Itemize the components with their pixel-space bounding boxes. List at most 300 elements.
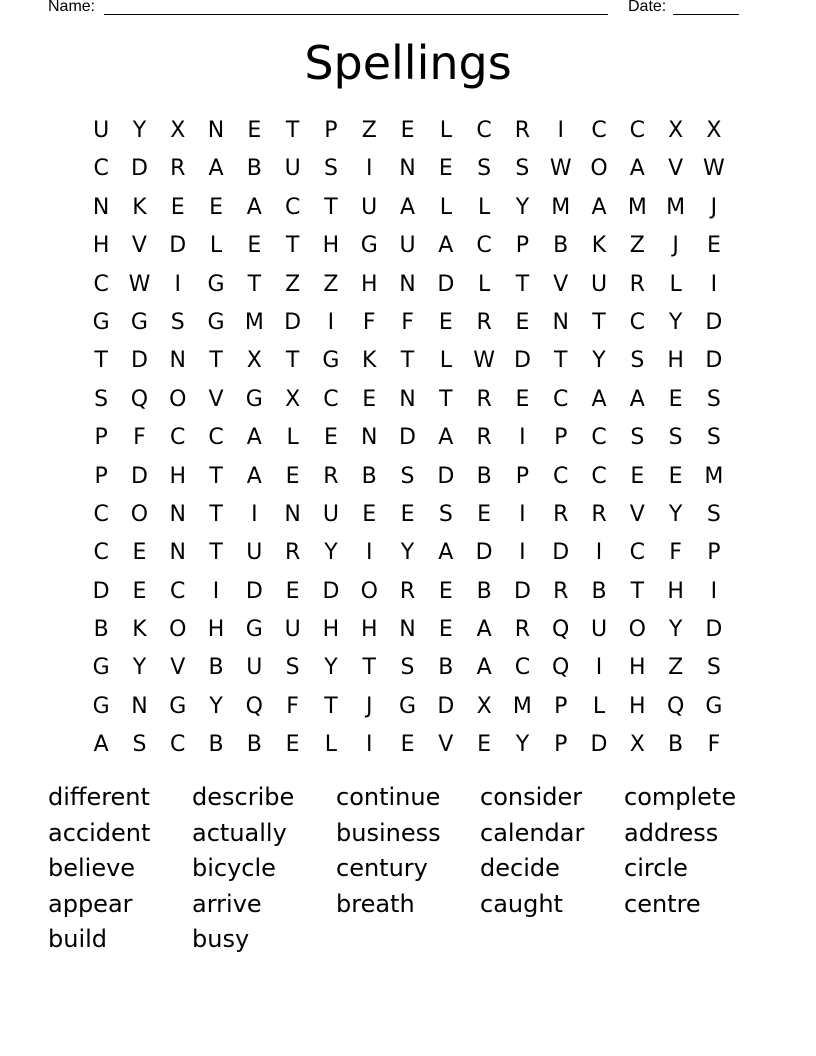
grid-letter: T <box>362 655 376 681</box>
grid-letter: G <box>130 309 148 335</box>
grid-letter: D <box>475 540 493 566</box>
grid-letter: X <box>476 693 492 719</box>
grid-letter: O <box>130 501 149 527</box>
grid-letter: D <box>245 578 263 604</box>
grid-letter: A <box>476 617 492 643</box>
grid-row <box>82 304 733 342</box>
grid-letter: Q <box>552 655 570 681</box>
grid-letter: T <box>285 118 300 143</box>
grid-letter: K <box>591 233 607 259</box>
grid-letter: N <box>131 693 148 719</box>
grid-letter: B <box>208 732 224 758</box>
word-list-item: breath <box>336 889 415 918</box>
grid-letter: C <box>170 732 186 758</box>
word-list-item: different <box>48 783 150 811</box>
grid-letter: H <box>322 617 340 643</box>
grid-letter: U <box>93 118 110 143</box>
word-list-item: bicycle <box>192 854 276 882</box>
grid-letter: P <box>94 425 108 451</box>
grid-letter: A <box>629 156 645 182</box>
grid-letter: G <box>92 655 110 681</box>
grid-letter: E <box>362 501 377 527</box>
grid-letter: C <box>170 425 186 451</box>
grid-letter: T <box>285 233 300 259</box>
grid-row <box>82 150 733 188</box>
grid-letter: Q <box>130 386 149 412</box>
grid-letter: E <box>132 540 147 566</box>
grid-letter: V <box>131 233 147 259</box>
grid-letter: C <box>93 271 109 297</box>
grid-letter: E <box>515 386 530 412</box>
grid-letter: E <box>400 118 415 143</box>
grid-letter: T <box>209 501 223 527</box>
grid-letter: T <box>94 348 108 374</box>
grid-letter: F <box>286 693 299 719</box>
grid-letter: C <box>629 540 645 566</box>
grid-letter: B <box>438 655 454 681</box>
grid-letter: S <box>706 386 721 412</box>
grid-letter: Y <box>592 348 606 374</box>
grid-letter: C <box>170 578 186 604</box>
grid-letter: D <box>590 732 608 758</box>
grid-letter: R <box>629 271 645 297</box>
grid-letter: N <box>207 118 225 143</box>
grid-letter: R <box>553 578 569 604</box>
grid-letter: X <box>170 118 186 143</box>
word-list-item: consider <box>480 783 583 811</box>
grid-letter: B <box>591 578 607 604</box>
grid-letter: G <box>322 348 340 374</box>
grid-letter: X <box>706 118 722 143</box>
grid-letter: C <box>591 425 607 451</box>
grid-letter: E <box>285 732 300 758</box>
grid-letter: Q <box>666 693 685 719</box>
grid-letter: G <box>169 693 187 719</box>
grid-letter: S <box>477 156 492 182</box>
grid-letter: B <box>476 463 492 489</box>
grid-row <box>82 496 733 534</box>
grid-letter: V <box>208 386 224 412</box>
grid-letter: A <box>476 655 492 681</box>
grid-letter: O <box>169 617 187 643</box>
grid-letter: E <box>438 309 453 335</box>
word-list-item: arrive <box>192 889 262 918</box>
grid-letter: E <box>247 118 262 143</box>
grid-letter: I <box>365 156 373 182</box>
grid-letter: G <box>92 693 110 719</box>
grid-letter: H <box>169 463 187 489</box>
grid-letter: S <box>94 386 109 412</box>
grid-letter: L <box>477 194 491 220</box>
grid-letter: E <box>438 156 453 182</box>
grid-letter: D <box>552 540 570 566</box>
page-title: Spellings <box>304 36 512 90</box>
grid-letter: R <box>476 386 492 412</box>
word-list-item: calendar <box>480 818 585 847</box>
grid-letter: L <box>324 732 338 758</box>
grid-letter: E <box>132 578 147 604</box>
grid-letter: S <box>668 425 683 451</box>
grid-letter: I <box>174 271 181 297</box>
grid-letter: S <box>706 425 721 451</box>
date-label: Date: <box>628 0 667 15</box>
grid-letter: R <box>476 309 492 335</box>
grid-letter: E <box>706 233 721 259</box>
word-list-item: describe <box>192 783 295 811</box>
grid-letter: T <box>209 540 223 566</box>
grid-letter: D <box>437 693 455 719</box>
grid-letter: S <box>132 732 147 758</box>
grid-letter: E <box>285 463 300 489</box>
grid-letter: W <box>703 156 725 182</box>
grid-letter: G <box>245 617 263 643</box>
grid-letter: X <box>629 732 645 758</box>
grid-row <box>82 573 733 611</box>
grid-letter: E <box>668 463 683 489</box>
grid-letter: G <box>207 309 225 335</box>
grid-letter: A <box>591 386 607 412</box>
grid-letter: G <box>360 233 378 259</box>
grid-letter: F <box>669 540 682 566</box>
grid-row <box>82 381 733 419</box>
grid-letter: E <box>323 425 338 451</box>
grid-letter: E <box>630 463 645 489</box>
word-list-item: believe <box>48 854 136 882</box>
grid-letter: B <box>553 233 569 259</box>
grid-letter: D <box>437 463 455 489</box>
grid-letter: N <box>399 271 416 297</box>
grid-letter: D <box>705 309 723 335</box>
grid-letter: M <box>704 463 724 489</box>
grid-letter: D <box>130 156 148 182</box>
grid-letter: E <box>515 309 530 335</box>
grid-letter: Y <box>132 118 147 143</box>
grid-letter: N <box>360 425 378 451</box>
word-list-item: centre <box>624 889 701 918</box>
grid-letter: A <box>438 233 454 259</box>
grid-letter: D <box>322 578 340 604</box>
grid-letter: P <box>515 233 530 259</box>
grid-letter: D <box>513 348 531 374</box>
grid-letter: P <box>515 463 530 489</box>
grid-letter: E <box>362 386 377 412</box>
grid-letter: Y <box>324 540 338 566</box>
word-list-item: busy <box>192 925 250 953</box>
grid-row <box>82 611 733 649</box>
grid-letter: R <box>284 540 301 566</box>
grid-letter: U <box>590 617 608 643</box>
grid-letter: O <box>628 617 646 643</box>
grid-letter: S <box>170 309 185 335</box>
grid-letter: C <box>514 655 531 681</box>
grid-letter: V <box>668 156 684 182</box>
grid-letter: T <box>247 271 262 297</box>
grid-letter: D <box>92 578 110 604</box>
word-list-item: appear <box>48 889 133 918</box>
grid-letter: P <box>94 463 108 489</box>
grid-letter: E <box>285 578 300 604</box>
grid-letter: T <box>285 348 300 374</box>
grid-letter: Z <box>285 271 301 297</box>
grid-letter: N <box>399 386 416 412</box>
grid-letter: H <box>207 617 225 643</box>
name-label: Name: <box>48 0 96 15</box>
grid-letter: I <box>212 578 220 604</box>
grid-letter: P <box>324 118 338 143</box>
grid-letter: H <box>92 233 110 259</box>
grid-letter: X <box>285 386 301 412</box>
word-list-item: actually <box>192 818 287 847</box>
grid-letter: L <box>209 233 223 259</box>
grid-letter: I <box>251 501 258 527</box>
grid-letter: I <box>365 540 373 566</box>
grid-letter: Y <box>132 655 147 681</box>
grid-letter: L <box>286 425 299 451</box>
grid-letter: N <box>169 348 186 374</box>
grid-letter: Z <box>629 233 645 259</box>
grid-letter: W <box>549 156 572 182</box>
grid-letter: I <box>595 655 603 681</box>
grid-letter: O <box>169 386 187 412</box>
grid-letter: I <box>519 425 526 451</box>
grid-letter: I <box>365 732 373 758</box>
grid-letter: D <box>169 233 187 259</box>
grid-letter: S <box>515 156 530 182</box>
grid-letter: M <box>551 194 571 220</box>
grid-letter: T <box>592 309 606 335</box>
grid-letter: I <box>710 578 718 604</box>
grid-letter: W <box>473 348 495 374</box>
grid-letter: H <box>629 693 646 719</box>
grid-letter: D <box>437 271 455 297</box>
grid-letter: E <box>400 501 415 527</box>
grid-letter: U <box>246 655 263 681</box>
grid-letter: T <box>630 578 645 604</box>
grid-letter: I <box>327 309 335 335</box>
grid-letter: Z <box>323 271 339 297</box>
grid-letter: A <box>208 156 224 182</box>
grid-letter: L <box>669 271 682 297</box>
grid-letter: N <box>552 309 569 335</box>
grid-letter: R <box>170 156 186 182</box>
word-list-item: address <box>624 818 719 847</box>
date-blank-line <box>673 14 739 15</box>
grid-letter: A <box>246 194 262 220</box>
grid-letter: A <box>591 194 607 220</box>
grid-letter: B <box>246 732 262 758</box>
grid-letter: A <box>438 425 454 451</box>
grid-letter: C <box>93 156 109 182</box>
grid-letter: V <box>170 655 186 681</box>
grid-letter: U <box>361 194 378 220</box>
grid-letter: C <box>208 425 224 451</box>
grid-letter: V <box>438 732 454 758</box>
word-list-item: complete <box>624 783 737 811</box>
grid-row <box>82 112 733 150</box>
grid-letter: C <box>284 194 301 220</box>
grid-letter: G <box>92 309 110 335</box>
grid-letter: H <box>667 348 684 374</box>
grid-letter: R <box>476 425 492 451</box>
grid-letter: U <box>284 156 301 182</box>
grid-letter: Y <box>668 501 683 527</box>
grid-letter: S <box>400 463 415 489</box>
grid-letter: I <box>595 540 603 566</box>
grid-letter: M <box>512 693 532 719</box>
word-list-item: caught <box>480 889 563 918</box>
grid-letter: A <box>438 540 454 566</box>
grid-letter: E <box>400 732 415 758</box>
grid-letter: N <box>284 501 301 527</box>
word-list-item: circle <box>624 854 688 882</box>
grid-letter: C <box>553 386 569 412</box>
grid-letter: V <box>629 501 645 527</box>
grid-letter: K <box>362 348 377 374</box>
grid-letter: S <box>285 655 300 681</box>
grid-letter: U <box>246 540 263 566</box>
grid-letter: G <box>398 693 417 719</box>
grid-letter: I <box>557 118 564 143</box>
grid-letter: Y <box>400 540 415 566</box>
grid-letter: R <box>323 463 339 489</box>
grid-letter: Z <box>361 118 377 143</box>
grid-letter: I <box>710 271 718 297</box>
grid-letter: L <box>477 271 491 297</box>
grid-letter: C <box>93 501 109 527</box>
grid-letter: K <box>132 617 147 643</box>
grid-letter: M <box>627 194 647 220</box>
grid-letter: R <box>399 578 416 604</box>
grid-letter: N <box>92 194 110 220</box>
grid-row <box>82 688 733 726</box>
grid-row <box>82 342 733 380</box>
grid-letter: M <box>244 309 264 335</box>
grid-letter: L <box>439 118 452 143</box>
grid-letter: K <box>132 194 147 220</box>
grid-row <box>82 227 733 265</box>
grid-letter: Z <box>668 655 684 681</box>
grid-row <box>82 419 733 457</box>
grid-letter: L <box>439 194 452 220</box>
grid-letter: Y <box>668 309 683 335</box>
grid-letter: I <box>519 540 526 566</box>
grid-letter: F <box>401 309 414 335</box>
grid-letter: C <box>553 463 569 489</box>
grid-letter: E <box>247 233 262 259</box>
grid-letter: F <box>707 732 721 758</box>
word-list-item: decide <box>480 854 560 882</box>
grid-letter: W <box>128 271 151 297</box>
word-list-item: build <box>48 925 108 953</box>
grid-letter: H <box>360 271 378 297</box>
grid-letter: U <box>590 271 608 297</box>
grid-letter: A <box>399 194 416 220</box>
grid-letter: X <box>668 118 684 143</box>
grid-row <box>82 458 733 496</box>
grid-letter: D <box>130 463 148 489</box>
letter-grid <box>82 112 733 765</box>
name-blank-line <box>104 14 608 15</box>
grid-letter: Y <box>209 693 223 719</box>
grid-row <box>82 189 733 227</box>
grid-letter: T <box>324 693 338 719</box>
grid-letter: B <box>668 732 684 758</box>
grid-row <box>82 649 733 687</box>
grid-letter: G <box>705 693 723 719</box>
grid-letter: D <box>130 348 148 374</box>
grid-letter: O <box>360 578 378 604</box>
grid-letter: E <box>477 732 492 758</box>
grid-letter: R <box>591 501 607 527</box>
grid-letter: T <box>515 271 530 297</box>
grid-letter: V <box>553 271 569 297</box>
grid-letter: E <box>438 617 453 643</box>
grid-letter: U <box>399 233 416 259</box>
grid-letter: J <box>710 194 718 220</box>
grid-letter: T <box>324 194 338 220</box>
grid-row <box>82 534 733 572</box>
word-list-item: continue <box>336 783 441 811</box>
grid-letter: O <box>590 156 608 182</box>
word-list-item: century <box>336 854 428 882</box>
grid-letter: L <box>592 693 606 719</box>
grid-letter: H <box>667 578 684 604</box>
grid-letter: D <box>399 425 416 451</box>
grid-letter: A <box>93 732 109 758</box>
grid-letter: S <box>630 348 645 374</box>
grid-letter: C <box>629 309 645 335</box>
grid-letter: C <box>591 118 607 143</box>
grid-letter: D <box>284 309 302 335</box>
grid-letter: G <box>245 386 263 412</box>
grid-letter: N <box>169 540 186 566</box>
grid-letter: E <box>477 501 492 527</box>
grid-letter: R <box>514 118 531 143</box>
grid-letter: S <box>323 156 338 182</box>
grid-letter: X <box>246 348 262 374</box>
grid-letter: B <box>208 655 224 681</box>
grid-letter: D <box>513 578 531 604</box>
grid-letter: J <box>365 693 373 719</box>
grid-letter: E <box>438 578 453 604</box>
grid-letter: N <box>399 156 416 182</box>
grid-letter: F <box>362 309 376 335</box>
grid-letter: N <box>399 617 416 643</box>
grid-letter: T <box>400 348 415 374</box>
header <box>48 0 748 20</box>
grid-letter: D <box>705 348 723 374</box>
grid-letter: C <box>323 386 339 412</box>
grid-letter: P <box>554 693 568 719</box>
grid-letter: F <box>133 425 146 451</box>
grid-letter: P <box>554 425 568 451</box>
grid-letter: T <box>553 348 568 374</box>
grid-letter: R <box>514 617 531 643</box>
grid-letter: I <box>519 501 526 527</box>
grid-letter: E <box>170 194 185 220</box>
grid-letter: T <box>209 348 223 374</box>
word-list <box>48 780 768 958</box>
grid-letter: S <box>630 425 645 451</box>
grid-letter: L <box>439 348 452 374</box>
grid-letter: P <box>554 732 568 758</box>
grid-letter: G <box>207 271 225 297</box>
grid-letter: U <box>284 617 301 643</box>
grid-letter: S <box>706 501 721 527</box>
grid-letter: N <box>169 501 186 527</box>
grid-letter: U <box>322 501 339 527</box>
grid-letter: M <box>666 194 686 220</box>
